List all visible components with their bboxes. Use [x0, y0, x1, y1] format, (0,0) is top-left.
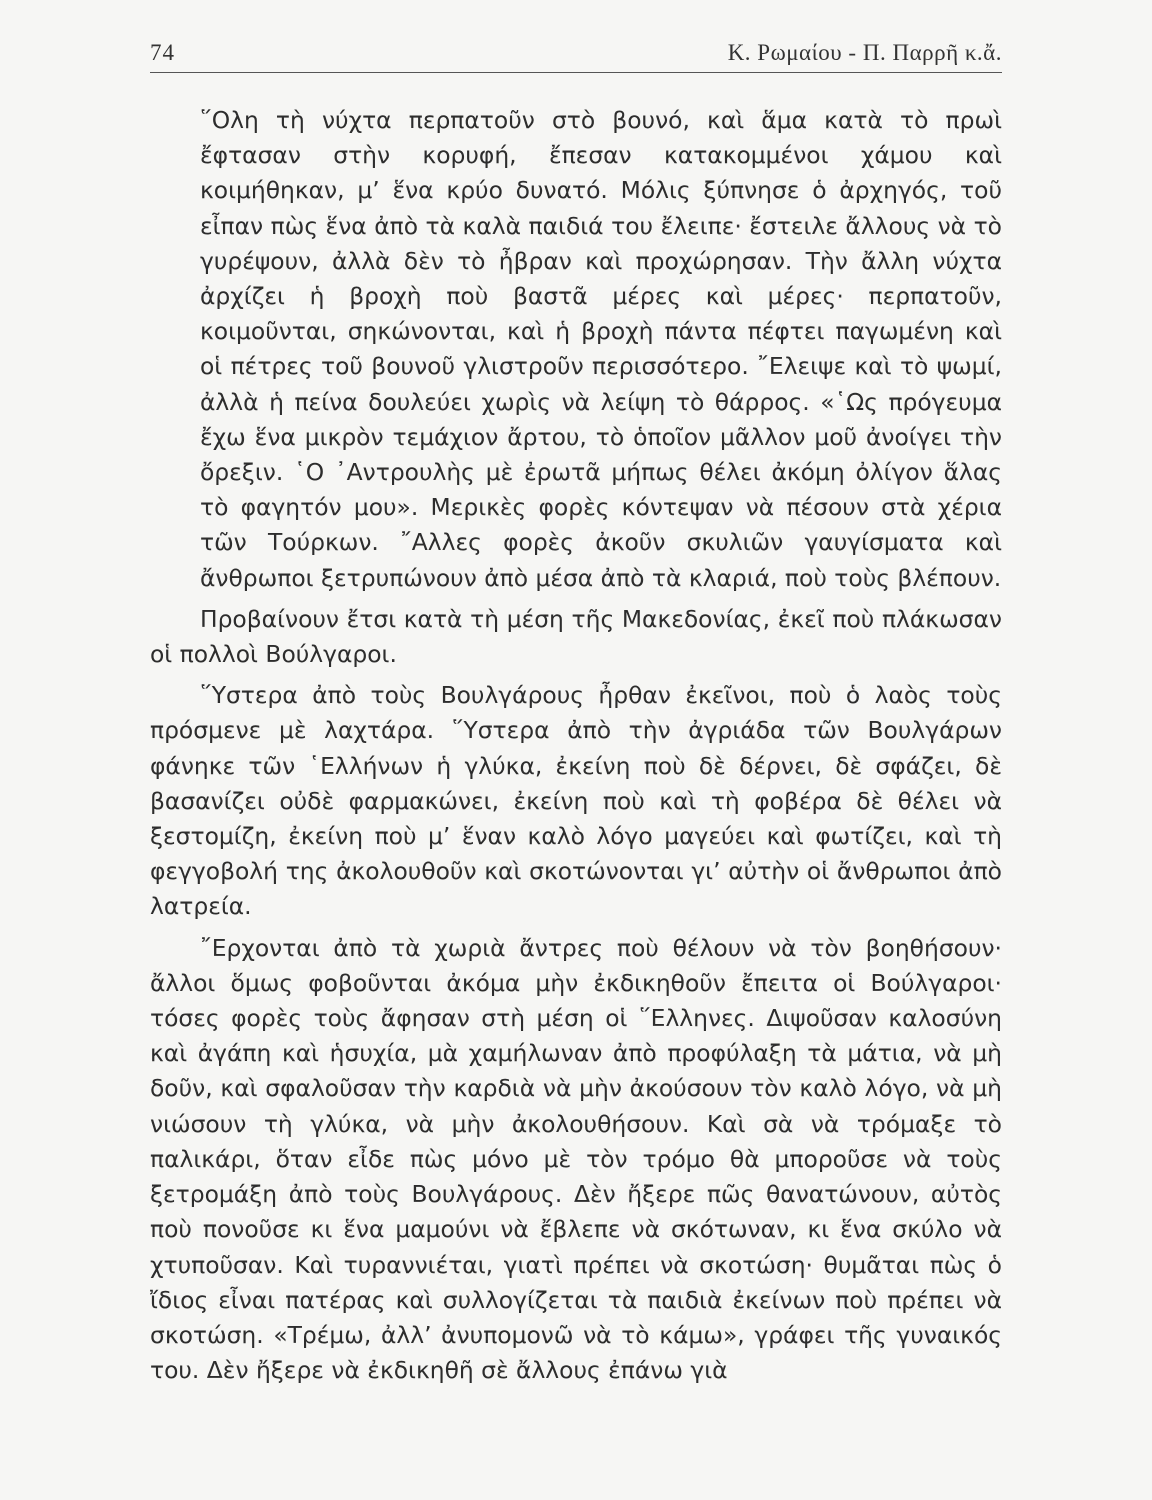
book-page	[150, 40, 1002, 1394]
page-body	[150, 103, 1002, 1388]
paragraph-1: ῞Ολη τὴ νύχτα περπατοῦν στὸ βουνό, καὶ ἅμα κατὰ τὸ πρωὶ ἔφτασαν στὴν κορυφή, ἔπεσαν κατακομμένοι χάμου καὶ κοιμήθηκαν, μ’ ἕνα κρύο δυνατό. Μόλις ξύπνησε ὁ ἀρχηγός, τοῦ εἶπαν πὼς ἕνα ἀπὸ τὰ καλὰ παιδιά του ἔλειπε· ἔστειλε ἄλλους νὰ τὸ γυρέψουν, ἀλλὰ δὲν τὸ ἦβραν καὶ προχώρησαν. Τὴν ἄλλη νύχτα ἀρχίζει ἡ βροχὴ ποὺ βαστᾶ μέρες καὶ μέρες· περπατοῦν, κοιμοῦνται, σηκώνονται, καὶ ἡ βροχὴ πάντα πέφτει παγωμένη καὶ οἱ πέτρες τοῦ βουνοῦ γλιστροῦν περισσότερο. ῎Ελειψε καὶ τὸ ψωμί, ἀλλὰ ἡ πείνα δουλεύει χωρὶς νὰ λείψη τὸ θάρρος. «῾Ως πρόγευμα ἔχω ἕνα μικρὸν τεμάχιον ἄρτου, τὸ ὁποῖον μᾶλλον μοῦ ἀνοίγει τὴν ὄρεξιν. ῾Ο ᾿Αντρουλὴς μὲ ἐρωτᾶ μήπως θέλει ἀκόμη ὀλίγον ἅλας τὸ φαγητόν μου». Μερικὲς φορὲς κόντεψαν νὰ πέσουν στὰ χέρια τῶν Τούρκων. ῎Αλλες φορὲς ἀκοῦν σκυλιῶν γαυγίσματα καὶ ἄνθρωποι ξετρυπώνουν ἀπὸ μέσα ἀπὸ τὰ κλαριά, ποὺ τοὺς βλέπουν.	[200, 106, 1002, 592]
paragraph-3: ῞Υστερα ἀπὸ τοὺς Βουλγάρους ἦρθαν ἐκεῖνοι, ποὺ ὁ λαὸς τοὺς πρόσμενε μὲ λαχτάρα. ῞Υστερα ἀπὸ τὴν ἀγριάδα τῶν Βουλγάρων φάνηκε τῶν ῾Ελλήνων ἡ γλύκα, ἐκείνη ποὺ δὲ δέρνει, δὲ σφάζει, δὲ βασανίζει οὐδὲ φαρμακώνει, ἐκείνη ποὺ καὶ τὴ φοβέρα δὲ θέλει νὰ ξεστομίζη, ἐκείνη ποὺ μ’ ἕναν καλὸ λόγο μαγεύει καὶ φωτίζει, καὶ τὴ φεγγοβολή της ἀκολουθοῦν καὶ σκοτώνονται γι’ αὐτὴν οἱ ἄνθρωποι ἀπὸ λατρεία.	[150, 681, 1002, 921]
paragraph-4: ῎Ερχονται ἀπὸ τὰ χωριὰ ἄντρες ποὺ θέλουν νὰ τὸν βοηθήσουν· ἄλλοι ὅμως φοβοῦνται ἀκόμα μὴν ἐκδικηθοῦν ἔπειτα οἱ Βούλγαροι· τόσες φορὲς τοὺς ἄφησαν στὴ μέση οἱ ῞Ελληνες. Διψοῦσαν καλοσύνη καὶ ἀγάπη καὶ ἡσυχία, μὰ χαμήλωναν ἀπὸ προφύλαξη τὰ μάτια, νὰ μὴ δοῦν, καὶ σφαλοῦσαν τὴν καρδιὰ νὰ μὴν ἀκούσουν τὸν καλὸ λόγο, νὰ μὴ νιώσουν τὴ γλύκα, νὰ μὴν ἀκολουθήσουν. Καὶ σὰ νὰ τρόμαξε τὸ παλικάρι, ὅταν εἶδε πὼς μόνο μὲ τὸν τρόμο θὰ μποροῦσε νὰ τοὺς ξετρομάξη ἀπὸ τοὺς Βουλγάρους. Δὲν ἤξερε πῶς θανατώνουν, αὐτὸς ποὺ πονοῦσε κι ἕνα μαμούνι νὰ ἔβλεπε νὰ σκότωναν, κι ἕνα σκύλο νὰ χτυποῦσαν. Καὶ τυραννιέται, γιατὶ πρέπει νὰ σκοτώση· θυμᾶται πὼς ὁ ἴδιος εἶναι πατέρας καὶ συλλογίζεται τὰ παιδιὰ ἐκείνων ποὺ πρέπει νὰ σκοτώση. «Τρέμω, ἀλλ’ ἀνυπομονῶ νὰ τὸ κάμω», γράφει τῆς γυναικός του. Δὲν ἤξερε νὰ ἐκδικηθῆ σὲ ἄλλους ἐπάνω γιὰ	[150, 933, 1002, 1385]
page-number: 74	[150, 40, 175, 65]
paragraph-2: Προβαίνουν ἔτσι κατὰ τὴ μέση τῆς Μακεδονίας, ἐκεῖ ποὺ πλάκωσαν οἱ πολλοὶ Βούλγαροι.	[150, 604, 1002, 669]
running-head: Κ. Ρωμαίου - Π. Παρρῆ κ.ἄ.	[727, 40, 1002, 65]
page-header	[150, 40, 1002, 73]
